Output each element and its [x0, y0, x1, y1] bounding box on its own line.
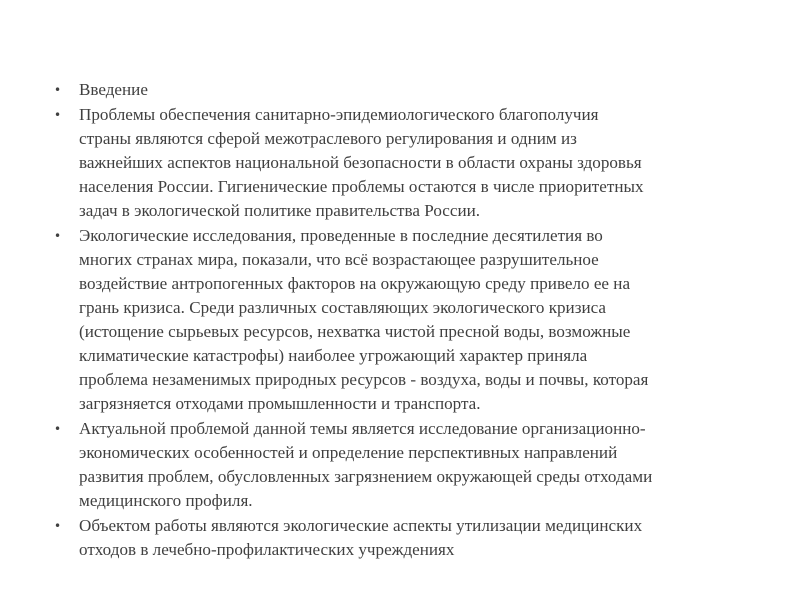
list-item-research-object [54, 514, 754, 562]
list-item-relevance [54, 417, 754, 513]
list-item-text: Объектом работы являются экологические аспекты утилизации медицинских отходов в лечебно-профилактических учреждениях [79, 516, 643, 560]
bullet-list [54, 78, 754, 563]
bullet-icon: • [54, 83, 62, 97]
bullet-icon: • [54, 107, 62, 122]
list-item-text: Экологические исследования, проведенные в последние десятилетия во многих странах мира, показали, что всё возрастающее разрушительное воздействие антропогенных факторов на окружающую среду привело ее на грань кризиса. Среди различных составляющих экологического кризиса (истощение сырьевых ресурсов, нехватка чистой пресной воды, возможные климатические катастрофы) наиболее угрожающий характер приняла проблема незаменимых природных ресурсов - воздуха, воды и почвы, которая загрязняется отходами промышленности и транспорта. [79, 225, 649, 414]
list-item-text: Проблемы обеспечения санитарно-эпидемиологического благополучия страны являются сферой межотраслевого регулирования и одним из важнейших аспектов национальной безопасности в области охраны здоровья населения России. Гигиенические проблемы остаются в числе приоритетных задач в экологической политике правительства России. [79, 104, 644, 221]
bullet-icon: • [54, 422, 62, 437]
list-item-text: Введение [79, 80, 148, 99]
list-item-ecological-research [54, 224, 754, 417]
list-item-introduction [54, 78, 754, 102]
list-item-text: Актуальной проблемой данной темы является исследование организационно- экономических особенностей и определение перспективных направлений развития проблем, обусловленных загрязнением окружающей среды отходами медицинского профиля. [79, 419, 653, 511]
bullet-icon: • [54, 519, 62, 534]
list-item-sanitary-problems [54, 103, 754, 223]
bullet-icon: • [54, 228, 62, 243]
